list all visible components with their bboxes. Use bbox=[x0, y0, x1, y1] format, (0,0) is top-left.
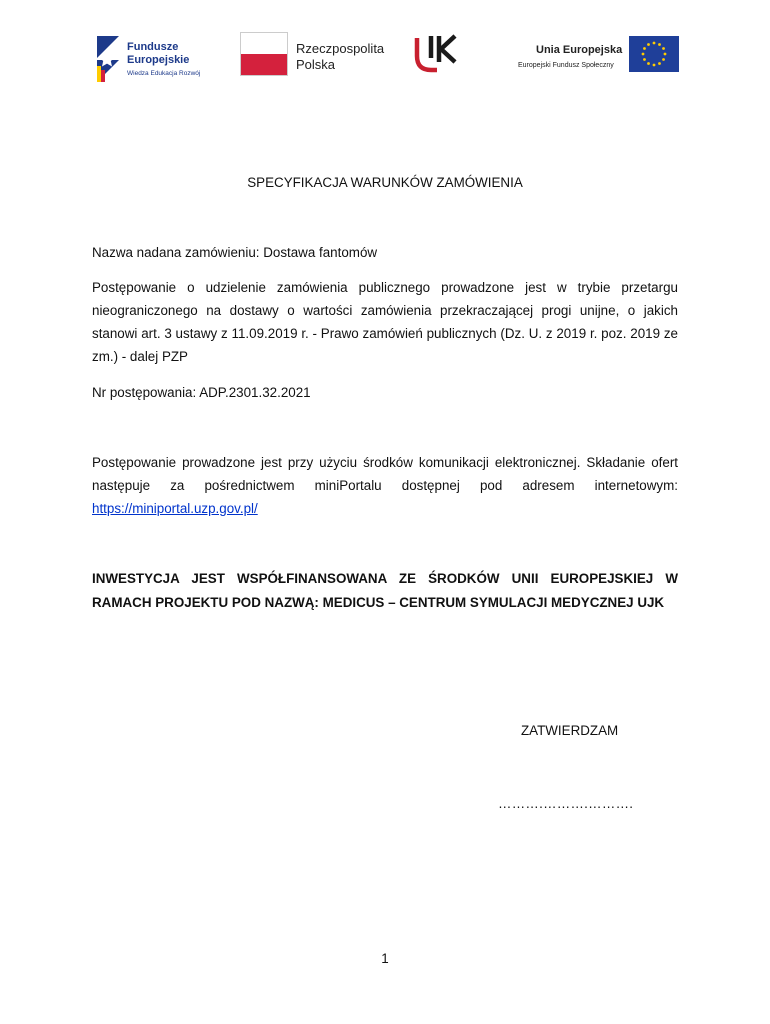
eu-flag-icon bbox=[629, 36, 679, 72]
signature-line: ……….……….………. bbox=[498, 796, 634, 811]
eu-star bbox=[662, 47, 665, 50]
eu-star bbox=[643, 47, 646, 50]
eu-star bbox=[658, 62, 661, 65]
order-name: Nazwa nadana zamówieniu: Dostawa fantomów bbox=[92, 245, 378, 260]
polish-flag-icon bbox=[240, 32, 288, 76]
rzeczpospolita-polska-logo bbox=[240, 32, 385, 82]
procedure-number: Nr postępowania: ADP.2301.32.2021 bbox=[92, 385, 311, 400]
eu-star bbox=[647, 62, 650, 65]
cofinancing-statement: INWESTYCJA JEST WSPÓŁFINANSOWANA ZE ŚRODKÓW UNII EUROPEJSKIEJ W RAMACH PROJEKTU POD NAZWĄ: MEDICUS – CENTRUM SYMULACJI MEDYCZNEJ UJK bbox=[92, 571, 678, 610]
ue-line2: Europejski Fundusz Społeczny bbox=[518, 62, 614, 69]
logo-strip bbox=[0, 28, 770, 92]
electronic-communication-text: Postępowanie prowadzone jest przy użyciu środków komunikacji elektronicznej. Składanie ofert następuje za pośrednictwem miniPortalu dostępnej pod adresem internetowym: bbox=[92, 455, 678, 493]
rzeczpospolita-line1: Rzeczpospolita bbox=[296, 41, 385, 56]
ue-line1: Unia Europejska bbox=[536, 44, 623, 56]
eu-star bbox=[642, 53, 645, 56]
unia-europejska-logo bbox=[516, 34, 681, 78]
fundusze-europejskie-logo bbox=[93, 30, 213, 88]
procedure-paragraph: Postępowanie o udzielenie zamówienia publicznego prowadzone jest w trybie przetargu nieograniczonego na dostawy o wartości zamówienia przekraczającej progi unijne, o jakich stanowi art. 3 ustawy z 11.09.2019 r. - Prawo zamówień publicznych (Dz. U. z 2019 r. poz. 2019 ze zm.) - dalej PZP bbox=[92, 280, 678, 364]
page-number: 1 bbox=[381, 951, 389, 966]
fundusze-line2: Europejskie bbox=[127, 54, 190, 66]
eu-star bbox=[653, 64, 656, 67]
fundusze-line1: Fundusze bbox=[127, 41, 179, 53]
fundusze-line3: Wiedza Edukacja Rozwój bbox=[127, 70, 201, 77]
eu-star bbox=[653, 42, 656, 45]
rzeczpospolita-line2: Polska bbox=[296, 57, 336, 72]
eu-star bbox=[647, 43, 650, 46]
ujk-logo-icon bbox=[413, 34, 463, 74]
eu-star bbox=[658, 43, 661, 46]
eu-star bbox=[664, 53, 667, 56]
ujk-logo bbox=[413, 34, 483, 80]
electronic-communication-paragraph bbox=[92, 451, 678, 520]
eu-star bbox=[643, 58, 646, 61]
approval-label: ZATWIERDZAM bbox=[521, 723, 619, 738]
eu-star bbox=[662, 58, 665, 61]
miniportal-link[interactable]: https://miniportal.uzp.gov.pl/ bbox=[92, 501, 258, 516]
document-title: SPECYFIKACJA WARUNKÓW ZAMÓWIENIA bbox=[247, 175, 523, 190]
fundusze-europejskie-star-icon bbox=[93, 30, 123, 88]
